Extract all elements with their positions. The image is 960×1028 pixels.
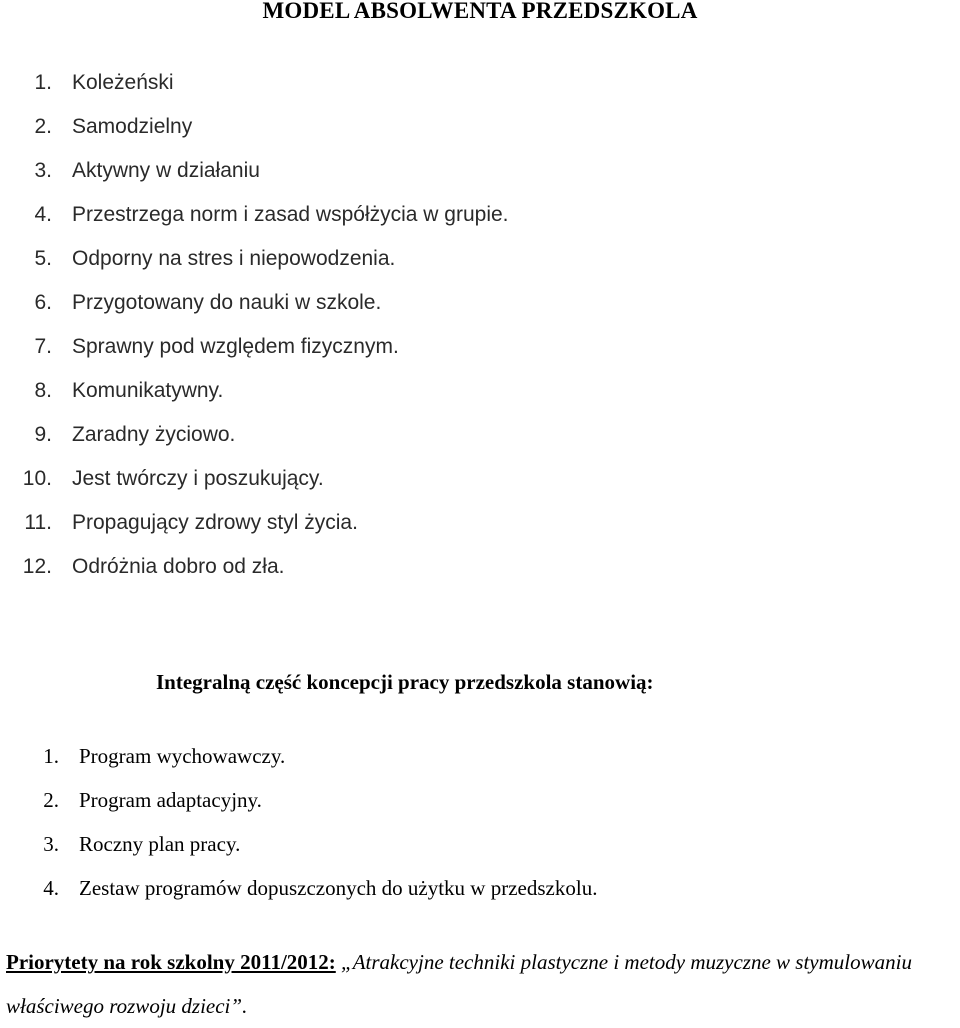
- list-item-text: Roczny plan pracy.: [79, 832, 241, 856]
- list-item-text: Odporny na stres i niepowodzenia.: [72, 247, 396, 270]
- list-item-text: Program adaptacyjny.: [79, 788, 262, 812]
- list-item-number: 3.: [43, 832, 59, 856]
- list-item-number: 7.: [34, 335, 52, 358]
- list-item-text: Przestrzega norm i zasad współżycia w grupie.: [72, 203, 509, 226]
- list-item-number: 6.: [34, 291, 52, 314]
- list-item-number: 4.: [34, 203, 52, 226]
- list-item-number: 1.: [43, 744, 59, 768]
- list-item-text: Program wychowawczy.: [79, 744, 286, 768]
- list-item-text: Jest twórczy i poszukujący.: [72, 467, 324, 490]
- list-item-text: Sprawny pod względem fizycznym.: [72, 335, 399, 358]
- priorities-text: „Atrakcyjne techniki plastyczne i metody muzyczne w stymulowaniu właściwego rozwoju dzieci”.: [6, 950, 912, 1018]
- list-item-text: Zaradny życiowo.: [72, 423, 236, 446]
- list-item-text: Odróżnia dobro od zła.: [72, 555, 285, 578]
- list-item-number: 10.: [22, 467, 52, 490]
- list-item-number: 5.: [34, 247, 52, 270]
- list-item-number: 12.: [22, 555, 52, 578]
- list-item-text: Przygotowany do nauki w szkole.: [72, 291, 382, 314]
- document-title: MODEL ABSOLWENTA PRZEDSZKOLA: [262, 0, 698, 23]
- list-item-number: 4.: [43, 876, 59, 900]
- list-item-text: Propagujący zdrowy styl życia.: [72, 511, 358, 534]
- list-item-number: 11.: [24, 511, 52, 534]
- list-item-text: Samodzielny: [72, 115, 193, 138]
- list-item-number: 3.: [34, 159, 52, 182]
- list-item-number: 9.: [34, 423, 52, 446]
- priorities-label: Priorytety na rok szkolny 2011/2012:: [6, 950, 336, 974]
- priorities-paragraph: [6, 940, 956, 1028]
- list-item-text: Koleżeński: [72, 71, 174, 94]
- list-item-text: Aktywny w działaniu: [72, 159, 260, 182]
- list-item-number: 2.: [43, 788, 59, 812]
- list-item-text: Komunikatywny.: [72, 379, 224, 402]
- concept-heading: Integralną część koncepcji pracy przedszkola stanowią:: [156, 670, 654, 694]
- list-item-text: Zestaw programów dopuszczonych do użytku w przedszkolu.: [79, 876, 598, 900]
- list-item-number: 8.: [34, 379, 52, 402]
- list-item-number: 1.: [34, 71, 52, 94]
- list-item-number: 2.: [34, 115, 52, 138]
